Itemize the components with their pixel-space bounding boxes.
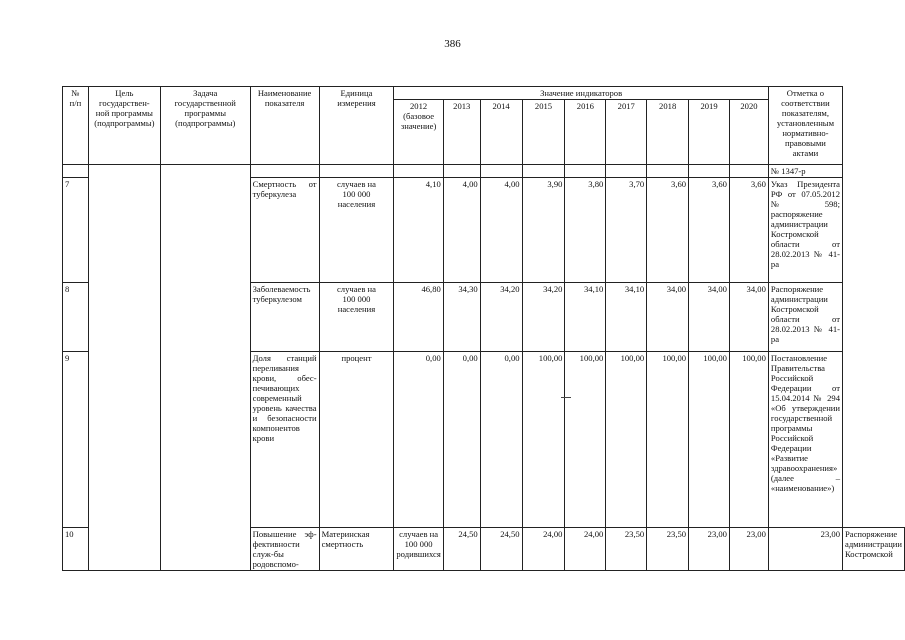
row-num: 9: [63, 352, 89, 528]
row-unit: случаев на 100 000 населения: [319, 283, 394, 352]
header-note: Отметка о соответствии показателям, установленным нормативно- правовыми актами: [768, 87, 842, 165]
header-year: 2019: [689, 100, 730, 165]
task-cell: [160, 165, 250, 571]
continuation-note: № 1347-р: [768, 165, 842, 178]
row-value: 24,50: [443, 528, 480, 571]
row-note: Распоряжение администрации Костромской области от 28.02.2013 № 41-ра: [768, 283, 842, 352]
row-value: 34,20: [522, 283, 565, 352]
row-value: 23,00: [729, 528, 768, 571]
indicators-table: [62, 86, 905, 571]
row-note: Постановление Правительства Российской Федерации от 15.04.2014 № 294 «Об утверждении государственной программы Российской Федерации «Развитие здравоохранения» (далее – «наименование»): [768, 352, 842, 528]
row-value: 34,10: [565, 283, 606, 352]
header-year: 2020: [729, 100, 768, 165]
table-cell: [606, 165, 647, 178]
row-value: 24,00: [522, 528, 565, 571]
table-cell: [565, 165, 606, 178]
row-value: 4,00: [480, 178, 522, 283]
continuation-row: [63, 165, 905, 178]
row-value: 3,80: [565, 178, 606, 283]
row-value: 34,00: [689, 283, 730, 352]
table-cell: [394, 165, 443, 178]
row-value: 3,60: [647, 178, 689, 283]
table-cell: [250, 165, 319, 178]
row-value: 34,30: [443, 283, 480, 352]
table-cell: [522, 165, 565, 178]
header-values-group: Значение индикаторов: [394, 87, 769, 100]
row-indicator: Смертность от туберкулеза: [250, 178, 319, 283]
row-indicator: Заболеваемость туберкулезом: [250, 283, 319, 352]
row-note: Распоряжение администрации Костромской: [843, 528, 905, 571]
header-year: 2016: [565, 100, 606, 165]
header-row: [63, 87, 905, 100]
goal-cell: [88, 165, 160, 571]
row-value: 0,00: [480, 352, 522, 528]
row-value: 34,00: [647, 283, 689, 352]
row-num: 7: [63, 178, 89, 283]
table-cell: [729, 165, 768, 178]
page-number: 386: [444, 38, 461, 50]
row-task: Повышение эф-фективности служ-бы родовспомо-: [250, 528, 319, 571]
row-value: 23,00: [768, 528, 842, 571]
row-unit: процент: [319, 352, 394, 528]
row-indicator: Материнская смертность: [319, 528, 394, 571]
row-value: 3,60: [729, 178, 768, 283]
header-unit: Единица измерения: [319, 87, 394, 165]
header-indicator: Наименование показателя: [250, 87, 319, 165]
table-cell: [689, 165, 730, 178]
table-cell: [443, 165, 480, 178]
row-unit: случаев на 100 000 родившихся: [394, 528, 443, 571]
row-unit: случаев на 100 000 населения: [319, 178, 394, 283]
row-value: 4,00: [443, 178, 480, 283]
row-value: 0,00: [394, 352, 443, 528]
table-cell: [319, 165, 394, 178]
row-value: 100,00: [522, 352, 565, 528]
header-year: 2013: [443, 100, 480, 165]
row-value: 46,80: [394, 283, 443, 352]
row-value: 23,50: [647, 528, 689, 571]
row-value: 100,00: [565, 352, 606, 528]
header-year: 2012 (базовое значение): [394, 100, 443, 165]
header-num: № п/п: [63, 87, 89, 165]
header-task: Задача государственной программы (подпрограммы): [160, 87, 250, 165]
row-value: 23,50: [606, 528, 647, 571]
row-value: 100,00: [729, 352, 768, 528]
row-value: 3,60: [689, 178, 730, 283]
row-value: 24,50: [480, 528, 522, 571]
row-value: 100,00: [606, 352, 647, 528]
row-value: 3,90: [522, 178, 565, 283]
row-value: 34,10: [606, 283, 647, 352]
header-year: 2017: [606, 100, 647, 165]
row-value: 24,00: [565, 528, 606, 571]
row-value: 34,00: [729, 283, 768, 352]
row-value: 23,00: [689, 528, 730, 571]
header-year: 2018: [647, 100, 689, 165]
header-year: 2015: [522, 100, 565, 165]
row-value: 3,70: [606, 178, 647, 283]
row-note: Указ Президента РФ от 07.05.2012 № 598; распоряжение администрации Костромской области от 28.02.2013 № 41-ра: [768, 178, 842, 283]
row-num: 10: [63, 528, 89, 571]
row-value: 4,10: [394, 178, 443, 283]
row-indicator: Доля станций переливания крови, обес-печивающих современный уровень качества и безопасности компонентов крови: [250, 352, 319, 528]
row-value: 100,00: [689, 352, 730, 528]
row-num: 8: [63, 283, 89, 352]
row-value: 0,00: [443, 352, 480, 528]
header-goal: Цель государствен- ной программы (подпрограммы): [88, 87, 160, 165]
table-cell: [647, 165, 689, 178]
table-cell: [63, 165, 89, 178]
header-year: 2014: [480, 100, 522, 165]
row-value: 34,20: [480, 283, 522, 352]
table-cell: [480, 165, 522, 178]
scan-mark: [561, 397, 571, 398]
row-value: 100,00: [647, 352, 689, 528]
